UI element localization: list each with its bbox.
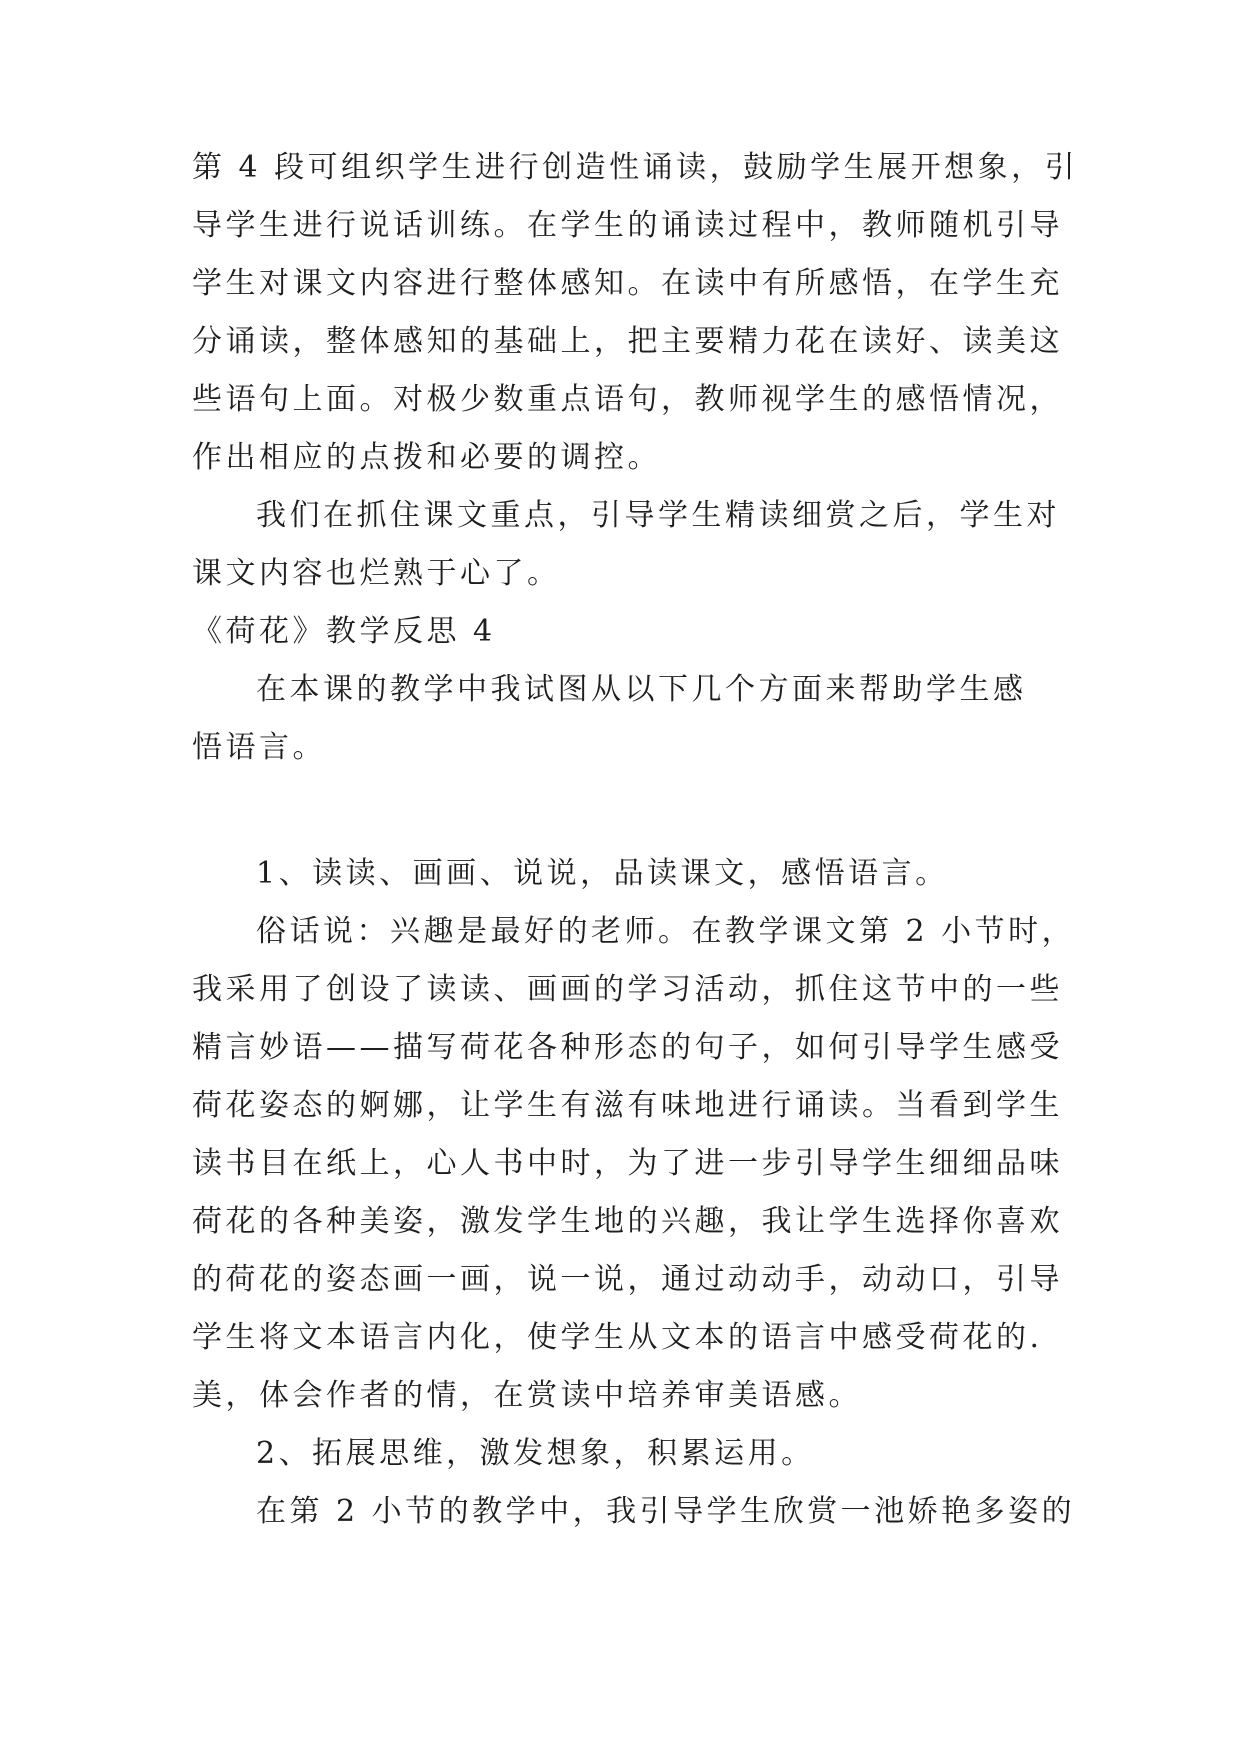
paragraph-line: 第 4 段可组织学生进行创造性诵读，鼓励学生展开想象，引 (192, 150, 1079, 185)
paragraph-line: 学生对课文内容进行整体感知。在读中有所感悟，在学生充 (192, 266, 1063, 301)
list-item-heading: 2、拓展思维，激发想象，积累运用。 (256, 1436, 815, 1471)
paragraph-line: 荷花姿态的婀娜，让学生有滋有味地进行诵读。当看到学生 (192, 1088, 1063, 1123)
paragraph-line: 荷花的各种美姿，激发学生地的兴趣，我让学生选择你喜欢 (192, 1204, 1063, 1239)
paragraph-line: 分诵读，整体感知的基础上，把主要精力花在读好、读美这 (192, 324, 1063, 359)
paragraph-line: 美，体会作者的情，在赏读中培养审美语感。 (192, 1378, 862, 1413)
paragraph-line: 在第 2 小节的教学中，我引导学生欣赏一池娇艳多姿的 (256, 1494, 1076, 1529)
paragraph-line: 在本课的教学中我试图从以下几个方面来帮助学生感 (256, 672, 1027, 707)
paragraph-line: 我采用了创设了读读、画画的学习活动，抓住这节中的一些 (192, 972, 1063, 1007)
paragraph-line: 作出相应的点拨和必要的调控。 (192, 440, 661, 475)
paragraph-line: 我们在抓住课文重点，引导学生精读细赏之后，学生对 (256, 498, 1060, 533)
paragraph-line: 些语句上面。对极少数重点语句，教师视学生的感悟情况， (192, 382, 1063, 417)
section-heading: 《荷花》教学反思 4 (192, 614, 496, 649)
paragraph-line: 俗话说：兴趣是最好的老师。在教学课文第 2 小节时， (256, 914, 1076, 949)
paragraph-line: 悟语言。 (192, 730, 326, 765)
paragraph-line: 读书目在纸上，心人书中时，为了进一步引导学生细细品味 (192, 1146, 1063, 1181)
paragraph-line: 精言妙语——描写荷花各种形态的句子，如何引导学生感受 (192, 1030, 1063, 1065)
paragraph-line: 学生将文本语言内化，使学生从文本的语言中感受荷花的. (192, 1320, 1043, 1355)
paragraph-line: 导学生进行说话训练。在学生的诵读过程中，教师随机引导 (192, 208, 1063, 243)
paragraph-line: 课文内容也烂熟于心了。 (192, 556, 561, 591)
paragraph-line: 的荷花的姿态画一画，说一说，通过动动手，动动口，引导 (192, 1262, 1063, 1297)
list-item-heading: 1、读读、画画、说说，品读课文，感悟语言。 (256, 856, 949, 891)
